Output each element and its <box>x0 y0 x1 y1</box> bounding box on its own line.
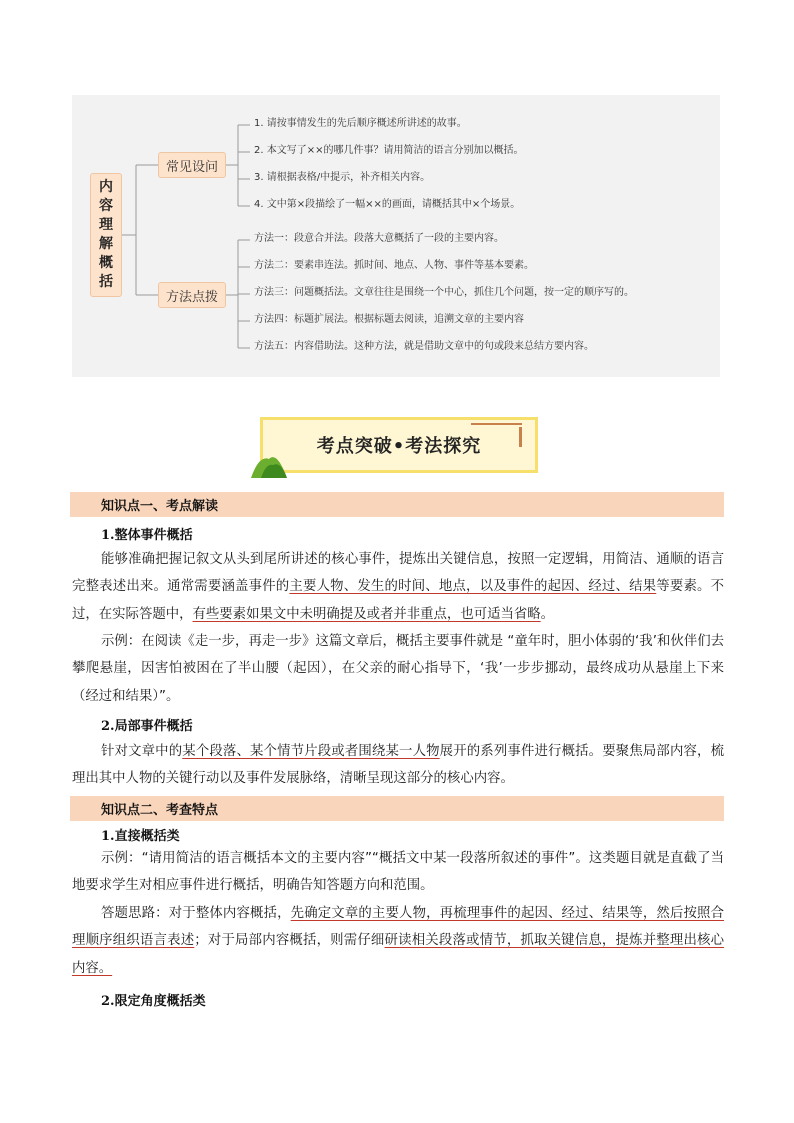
underlined-text: 某个段落、某个情节片段或者围绕某一人物 <box>182 744 440 759</box>
question-item: 3. 请根据表格/中提示，补齐相关内容。 <box>254 172 431 183</box>
text-run: ；对于局部内容概括，则需仔细 <box>194 933 385 949</box>
subheading: 1.整体事件概括 <box>101 528 193 543</box>
subheading: 2.限定角度概括类 <box>101 994 206 1009</box>
text-run: 展开的系列事件进行概括。要聚焦局部内容，梳理出其中人物的关键行动以及事件发展脉络，清晰呈现这部分的核心内容。 <box>72 744 724 787</box>
paragraph <box>72 738 724 793</box>
paragraph <box>72 900 724 982</box>
root-char: 概 <box>99 255 113 271</box>
text-run: 能够准确把握记叙文从头到尾所讲述的核心事件，提炼出关键信息，按照一定逻辑，用简洁、通顺的语言完整表述出来。通常需要涵盖事件的 <box>72 552 724 595</box>
section-banner <box>251 413 541 479</box>
section-heading: 知识点一、考点解读 <box>70 492 724 517</box>
branch-method-tips: 方法点拨 <box>158 282 226 308</box>
method-item: 方法二：要素串连法。抓时间、地点、人物、事件等基本要素。 <box>254 260 534 271</box>
mind-map <box>72 95 720 377</box>
method-item: 方法三：问题概括法。文章往往是围绕一个中心，抓住几个问题，按一定的顺序写的。 <box>254 287 634 298</box>
section-heading: 知识点二、考查特点 <box>70 796 724 821</box>
method-item: 方法一：段意合并法。段落大意概括了一段的主要内容。 <box>254 233 504 244</box>
subheading: 1.直接概括类 <box>101 829 180 844</box>
underlined-text: 主要人物、发生的时间、地点，以及事件的起因、经过、结果 <box>289 579 657 595</box>
root-char: 解 <box>99 236 113 252</box>
root-char: 括 <box>99 274 113 290</box>
text-run: 。 <box>540 606 555 622</box>
root-char: 容 <box>99 198 113 214</box>
root-char: 理 <box>99 217 113 233</box>
underlined-text: 先确定文章的主要人物，再梳理事件的起因、经过、结果等，然后按照合理顺序组织语言表述 <box>72 906 724 949</box>
text-run: 针对文章中的 <box>101 744 183 759</box>
root-char: 内 <box>99 179 113 195</box>
subheading: 2.局部事件概括 <box>101 719 193 734</box>
underlined-text: 有些要素如果文中未明确提及或者并非重点，也可适当省略 <box>192 606 541 622</box>
question-item: 1. 请按事情发生的先后顺序概述所讲述的故事。 <box>254 118 467 129</box>
method-item: 方法五：内容借助法。这种方法，就是借助文章中的句或段来总结方要内容。 <box>254 341 594 352</box>
text-run: 等要素。不过，在实际答题中， <box>72 579 725 622</box>
paragraph <box>72 546 724 628</box>
underlined-text: 研读相关段落或情节，抓取关键信息，提炼并整理出核心内容。 <box>72 933 725 976</box>
example-paragraph: 示例：“请用简洁的语言概括本文的主要内容”“概括文中某一段落所叙述的事件”。这类题目就是直截了当地要求学生对相应事件进行概括，明确告知答题方向和范围。 <box>72 851 724 894</box>
branch-common-questions: 常见设问 <box>158 152 226 178</box>
example-paragraph: 示例：在阅读《走一步，再走一步》这篇文章后，概括主要事件就是 “童年时，胆小体弱的‘我’和伙伴们去攀爬悬崖，因害怕被困在了半山腰（起因），在父亲的耐心指导下，‘我’一步步挪动，最终成功从悬崖上下来（经过和结果）”。 <box>72 634 724 704</box>
mind-map-root <box>90 173 122 297</box>
text-run: 答题思路：对于整体内容概括， <box>101 906 291 921</box>
hill-icon <box>251 451 287 479</box>
banner-title: 考点突破•考法探究 <box>316 436 482 457</box>
method-item: 方法四：标题扩展法。根据标题去阅读，追溯文章的主要内容 <box>254 314 524 325</box>
question-item: 2. 本文写了××的哪几件事？请用简洁的语言分别加以概括。 <box>254 145 524 156</box>
question-item: 4. 文中第×段描绘了一幅××的画面，请概括其中×个场景。 <box>254 199 521 210</box>
